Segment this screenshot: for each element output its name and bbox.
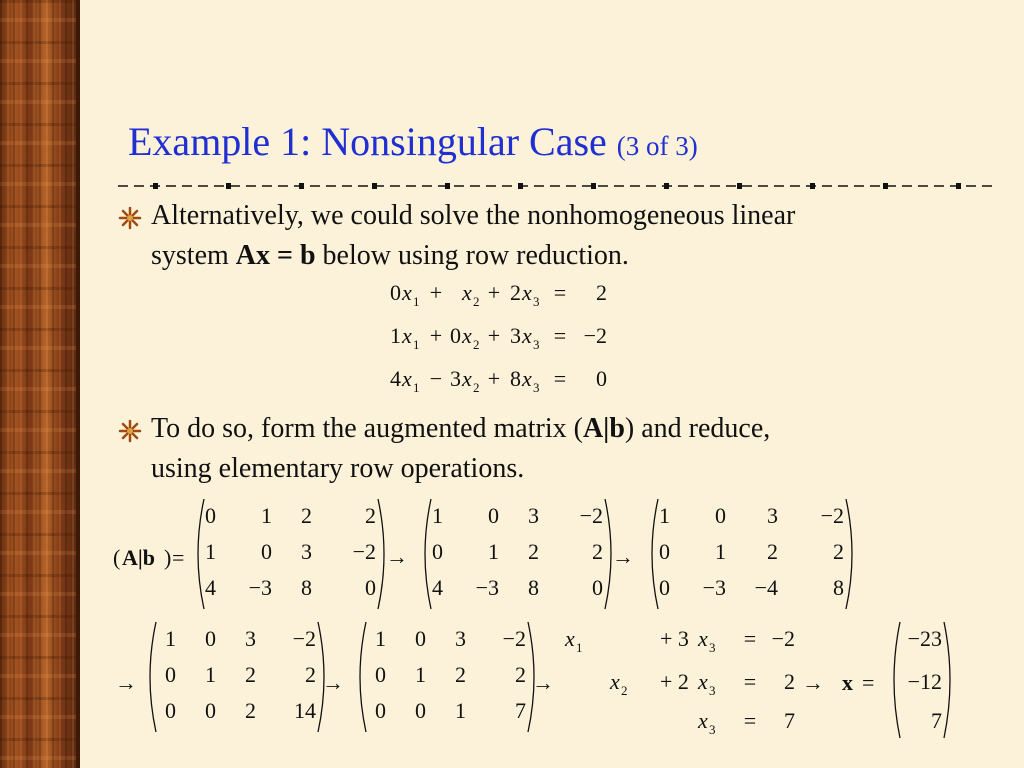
variable-subscript: 2 — [473, 294, 480, 309]
variable-x: x — [522, 280, 532, 305]
matrix-m4-cell: 2 — [245, 698, 256, 723]
variable-x: x — [402, 280, 412, 305]
matrix-m2-left-bracket — [425, 499, 431, 609]
bullet2-line1-pre: To do so, form the augmented matrix ( — [151, 413, 583, 444]
bullet2-line1-post: ) and reduce, — [624, 413, 771, 444]
paren-right: ) — [164, 545, 172, 570]
eq-coef: 4 — [390, 366, 401, 391]
matrix-m2-cell: 1 — [488, 539, 499, 564]
matrix-m3-right-bracket — [846, 499, 852, 609]
matrix-m4-cell: 3 — [245, 626, 256, 651]
matrix-m4-left-bracket — [150, 622, 156, 732]
solution-vector-cell: −12 — [907, 669, 942, 694]
title-main: Example 1: Nonsingular Case — [128, 119, 607, 164]
variable-subscript: 1 — [413, 380, 420, 395]
variable-x: x — [462, 323, 472, 348]
equals-sign: = — [862, 670, 875, 695]
matrix-m1-cell: 4 — [205, 575, 216, 600]
eq-equals: = — [553, 280, 567, 305]
eq-coef: 2 — [510, 280, 521, 305]
matrix-m1-cell: 8 — [301, 575, 312, 600]
solution-equals: = — [743, 669, 757, 694]
matrix-m1-cell: 0 — [205, 503, 216, 528]
variable-x: x — [402, 366, 412, 391]
matrix-m3-cell: 3 — [767, 503, 778, 528]
arrow-icon: → — [322, 670, 344, 695]
equals-sign: = — [172, 545, 185, 570]
variable-subscript: 2 — [473, 380, 480, 395]
matrix-m5-cell: 0 — [375, 698, 386, 723]
variable-x: x — [462, 366, 472, 391]
matrix-m2-cell: 3 — [528, 503, 539, 528]
eq-operator: + — [487, 280, 501, 305]
matrix-m1-cell: −3 — [248, 575, 272, 600]
matrix-m2-cell: 1 — [432, 503, 443, 528]
variable-x: x — [402, 323, 412, 348]
solution-rhs: 7 — [784, 708, 795, 733]
variable-x: x — [522, 366, 532, 391]
matrix-m5-cell: 0 — [375, 662, 386, 687]
arrow-icon: → — [386, 544, 408, 569]
solution-equals: = — [743, 626, 757, 651]
matrix-m5-cell: 1 — [455, 698, 466, 723]
matrix-m5-cell: 7 — [515, 698, 526, 723]
matrix-m3-cell: 2 — [767, 539, 778, 564]
matrix-m3-cell: 0 — [715, 503, 726, 528]
matrix-m5-cell: −2 — [502, 626, 526, 651]
matrix-m2-cell: 8 — [528, 575, 539, 600]
matrix-m3-cell: 1 — [715, 539, 726, 564]
matrix-m2-cell: −2 — [579, 503, 603, 528]
matrix-m1-left-bracket — [198, 499, 204, 609]
bullet2-line2: using elementary row operations. — [151, 453, 525, 484]
matrix-m2-cell: 4 — [432, 575, 443, 600]
matrix-m3-cell: −3 — [702, 575, 726, 600]
variable-subscript: 2 — [473, 337, 480, 352]
matrix-m2-cell: −3 — [475, 575, 499, 600]
matrix-m1-cell: 0 — [365, 575, 376, 600]
matrix-m4-cell: 2 — [305, 662, 316, 687]
solution-equals: = — [743, 708, 757, 733]
matrix-m1-right-bracket — [378, 499, 384, 609]
matrix-m5-cell: 1 — [375, 626, 386, 651]
matrix-m3-cell: 0 — [659, 539, 670, 564]
variable-subscript: 3 — [709, 640, 716, 655]
eq-equals: = — [553, 366, 567, 391]
eq-coef: 8 — [510, 366, 521, 391]
matrix-m3-cell: 8 — [833, 575, 844, 600]
bullet1-line1: Alternatively, we could solve the nonhomogeneous linear — [151, 200, 796, 231]
matrix-m4-cell: 0 — [205, 626, 216, 651]
matrix-m3-left-bracket — [652, 499, 658, 609]
eq-coef: 0 — [390, 280, 401, 305]
eq-rhs: 2 — [596, 280, 607, 305]
eq-coef: 3 — [450, 366, 461, 391]
eq-operator: + — [487, 366, 501, 391]
solution-vector-cell: −23 — [907, 626, 942, 651]
eq-operator: + — [429, 280, 443, 305]
variable-x: x — [522, 323, 532, 348]
title-part: (3 of 3) — [616, 131, 698, 161]
matrix-m1-cell: 2 — [365, 503, 376, 528]
eq-coef: 1 — [390, 323, 401, 348]
bullet1-line2-pre: system — [151, 240, 236, 271]
solution-rhs: −2 — [771, 626, 795, 651]
variable-subscript: 1 — [413, 294, 420, 309]
matrix-m1-cell: 3 — [301, 539, 312, 564]
solution-term: + 2 — [660, 669, 689, 694]
matrix-m2-right-bracket — [605, 499, 611, 609]
solution-variable: x — [565, 626, 575, 651]
matrix-m5-cell: 0 — [415, 698, 426, 723]
eq-operator: + — [429, 323, 443, 348]
matrix-m1-cell: 1 — [261, 503, 272, 528]
matrix-m5-cell: 3 — [455, 626, 466, 651]
matrix-m4-cell: 1 — [205, 662, 216, 687]
matrix-m5-left-bracket — [360, 622, 366, 732]
matrix-m4-cell: 14 — [294, 698, 316, 723]
matrix-m2-cell: 2 — [592, 539, 603, 564]
solution-rhs: 2 — [784, 669, 795, 694]
variable-subscript: 2 — [621, 683, 628, 698]
matrix-m2-cell: 2 — [528, 539, 539, 564]
matrix-m4-cell: 0 — [165, 662, 176, 687]
variable-x: x — [462, 280, 472, 305]
variable-subscript: 1 — [413, 337, 420, 352]
matrix-m5-cell: 2 — [455, 662, 466, 687]
matrix-m5-cell: 2 — [515, 662, 526, 687]
arrow-icon: → — [532, 670, 554, 695]
eq-coef: 3 — [510, 323, 521, 348]
eq-rhs: −2 — [583, 323, 607, 348]
matrix-m3-cell: 0 — [659, 575, 670, 600]
eq-operator: + — [487, 323, 501, 348]
matrix-m3-cell: −4 — [754, 575, 778, 600]
matrix-m3-cell: −2 — [820, 503, 844, 528]
bullet1-bold-ax-b: Ax = b — [235, 240, 316, 271]
solution-variable: x — [698, 708, 708, 733]
eq-rhs: 0 — [596, 366, 607, 391]
matrix-m5-cell: 0 — [415, 626, 426, 651]
matrix-m4-cell: 0 — [165, 698, 176, 723]
solution-variable: x — [698, 669, 708, 694]
arrow-icon: → — [802, 670, 824, 695]
matrix-m4-cell: 2 — [245, 662, 256, 687]
matrix-m5-cell: 1 — [415, 662, 426, 687]
matrix-m2-cell: 0 — [592, 575, 603, 600]
arrow-icon: → — [612, 544, 634, 569]
augmented-label: A|b — [122, 545, 155, 570]
variable-subscript: 3 — [533, 337, 540, 352]
solution-term: + 3 — [660, 626, 689, 651]
variable-subscript: 3 — [533, 380, 540, 395]
matrix-m3-cell: 1 — [659, 503, 670, 528]
solution-variable: x — [610, 669, 620, 694]
solution-vector-label: x — [842, 670, 853, 695]
solution-right-bracket — [944, 622, 950, 738]
matrix-m2-cell: 0 — [432, 539, 443, 564]
variable-subscript: 3 — [533, 294, 540, 309]
matrix-m1-cell: 0 — [261, 539, 272, 564]
arrow-icon: → — [115, 670, 137, 695]
matrix-m3-cell: 2 — [833, 539, 844, 564]
variable-subscript: 3 — [709, 722, 716, 737]
matrix-m4-cell: 1 — [165, 626, 176, 651]
bullet1-line2-post: below using row reduction. — [315, 240, 629, 271]
eq-equals: = — [553, 323, 567, 348]
bullet2-bold-ab: A|b — [582, 413, 625, 444]
variable-subscript: 3 — [709, 683, 716, 698]
solution-left-bracket — [894, 622, 900, 738]
solution-vector-cell: 7 — [931, 708, 942, 733]
matrix-m1-cell: 2 — [301, 503, 312, 528]
variable-subscript: 1 — [576, 640, 583, 655]
eq-operator: − — [429, 366, 443, 391]
matrix-m1-cell: −2 — [352, 539, 376, 564]
matrix-m4-cell: 0 — [205, 698, 216, 723]
solution-variable: x — [698, 626, 708, 651]
eq-coef: 0 — [450, 323, 461, 348]
matrix-m4-cell: −2 — [292, 626, 316, 651]
paren-left: ( — [113, 545, 121, 570]
matrix-m1-cell: 1 — [205, 539, 216, 564]
matrix-m2-cell: 0 — [488, 503, 499, 528]
